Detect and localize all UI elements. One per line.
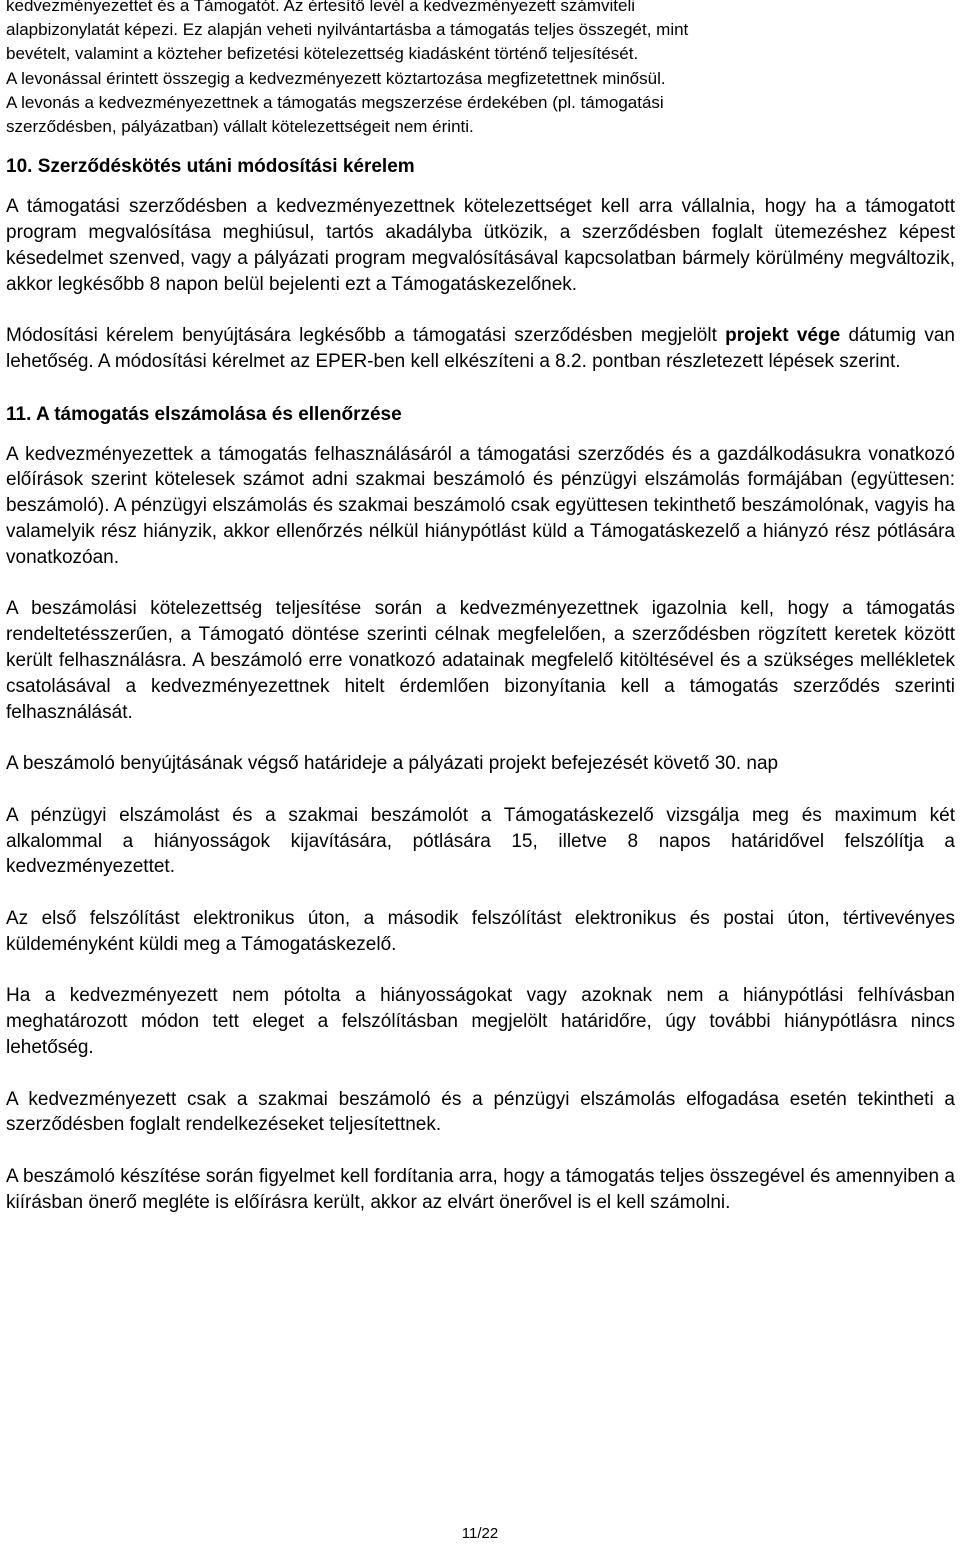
section-10-paragraph-deadline <box>6 323 955 375</box>
text-line: szerződésben, pályázatban) vállalt kötelezettségeit nem érinti. <box>6 117 474 137</box>
section-11-paragraph: A pénzügyi elszámolást és a szakmai beszámolót a Támogatáskezelő vizsgálja meg és maximum két alkalommal a hiányosságok kijavítására, pótlására 15, illetve 8 napos határidővel felszólítja a kedvezményezettet. <box>6 804 955 878</box>
section-11-paragraph: Az első felszólítást elektronikus úton, a második felszólítást elektronikus és postai úton, tértivevényes küldeményként küldi meg a Támogatáskezelő. <box>6 907 955 955</box>
section-11-paragraph: A kedvezményezett csak a szakmai beszámoló és a pénzügyi elszámolás elfogadása esetén tekintheti a szerződésben foglalt rendelkezéseket teljesítettnek. <box>6 1088 955 1136</box>
continued-paragraph <box>6 0 955 139</box>
section-11-paragraph: A beszámoló benyújtásának végső határideje a pályázati projekt befejezését követő 30. nap <box>6 753 779 775</box>
section-11-paragraph: A beszámolási kötelezettség teljesítése során a kedvezményezettnek igazolnia kell, hogy a támogatás rendeltetésszerűen, a Támogató döntése szerinti célnak megfelelően, a szerződésben rögzített keretek között került felhasználásra. A beszámoló erre vonatkozó adatainak megfelelő kitöltésével és a szükséges mellékletek csatolásával a kedvezményezettnek hitelt érdemlően bizonyítania kell a támogatás szerződés szerinti felhasználását. <box>6 598 955 723</box>
paragraph-text: Módosítási kérelem benyújtására legkésőbb a támogatási szerződésben megjelölt <box>6 325 726 347</box>
section-10-heading: 10. Szerződéskötés utáni módosítási kérelem <box>6 156 415 178</box>
text-line: A levonás a kedvezményezettnek a támogatás megszerzése érdekében (pl. támogatási <box>6 92 664 112</box>
section-11-paragraph: Ha a kedvezményezett nem pótolta a hiányosságokat vagy azoknak nem a hiánypótlási felhívásban meghatározott módon tett eleget a felszólításban megjelölt határidőre, úgy további hiánypótlásra nincs lehetőség. <box>6 985 955 1058</box>
section-11-paragraph: A beszámoló készítése során figyelmet kell fordítania arra, hogy a támogatás teljes összegével és amennyiben a kiírásban önerő megléte is előírásra került, akkor az elvárt önerővel is el kell számolni. <box>6 1165 955 1213</box>
section-11-heading: 11. A támogatás elszámolása és ellenőrzése <box>6 403 402 425</box>
bold-term: projekt vége <box>725 325 841 347</box>
text-line: bevételt, valamint a közteher befizetési kötelezettség kiadásként történő teljesítését. <box>6 44 639 64</box>
section-11-paragraph: A kedvezményezettek a támogatás felhasználásáról a támogatási szerződés és a gazdálkodásukra vonatkozó előírások szerint kötelesek számot adni szakmai beszámoló és pénzügyi elszámolás formájában (együttesen: beszámoló). A pénzügyi elszámolás és szakmai beszámoló csak együttesen tekinthető beszámolónak, vagyis ha valamelyik rész hiányzik, akkor ellenőrzés nélkül hiánypótlást küld a Támogatáskezelő a hiányzó rész pótlására vonatkozóan. <box>6 443 955 568</box>
page-number: 11/22 <box>461 1525 499 1542</box>
paragraph-text: dátumig van lehetőség. A módosítási kérelmet az EPER-ben kell elkészíteni a 8.2. pontban részletezett lépések szerint. <box>6 325 955 372</box>
document-body <box>6 0 955 1241</box>
text-line: A levonással érintett összegig a kedvezményezett köztartozása megfizetettnek minősül. <box>6 68 666 88</box>
section-10-paragraph: A támogatási szerződésben a kedvezményezettnek kötelezettséget kell arra vállalnia, hogy ha a támogatott program megvalósítása meghiúsul, tartós akadályba ütközik, a szerződésben foglalt ütemezéshez képest késedelmet szenved, vagy a pályázati program megvalósításával kapcsolatban bármely körülmény megváltozik, akkor legkésőbb 8 napon belül bejelenti ezt a Támogatáskezelőnek. <box>6 196 955 295</box>
text-line: alapbizonylatát képezi. Ez alapján veheti nyilvántartásba a támogatás teljes összegét, mint <box>6 20 689 40</box>
text-line: kedvezményezettet és a Támogatót. Az értesítő levél a kedvezményezett számviteli <box>6 0 635 15</box>
